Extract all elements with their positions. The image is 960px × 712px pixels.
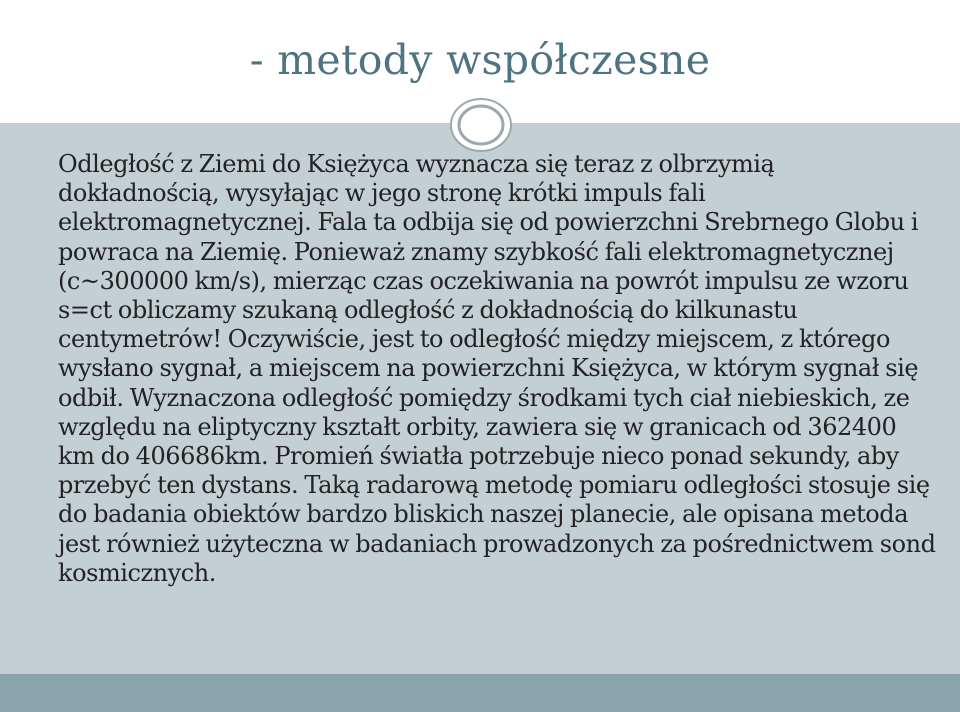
slide-body-text: Odległość z Ziemi do Księżyca wyznacza się teraz z olbrzymią dokładnością, wysyłając w jego stronę krótki impuls fali elektromagnetycznej. Fala ta odbija się od powierzchni Srebrnego Globu i powraca na Ziemię. Ponieważ znamy szybkość fali elektromagnetycznej (c~300000 km/s), mierząc czas oczekiwania na powrót impulsu ze wzoru s=ct obliczamy szukaną odległość z dokładnością do kilkunastu centymetrów! Oczywiście, jest to odległość między miejscem, z którego wysłano sygnał, a miejscem na powierzchni Księżyca, w którym sygnał się odbił. Wyznaczona odległość pomiędzy środkami tych ciał niebieskich, ze względu na eliptyczny kształt orbity, zawiera się w granicach od 362400 km do 406686km. Promień światła potrzebuje nieco ponad sekundy, aby przebyć ten dystans. Taką radarową metodę pomiaru odległości stosuje się do badania obiektów bardzo bliskich naszej planecie, ale opisana metoda jest również użyteczna w badaniach prowadzonych za pośrednictwem sond kosmicznych. <box>58 150 936 587</box>
double-ring-icon <box>448 96 514 154</box>
footer-bar <box>0 674 960 712</box>
slide-title: - metody współczesne <box>249 36 711 84</box>
